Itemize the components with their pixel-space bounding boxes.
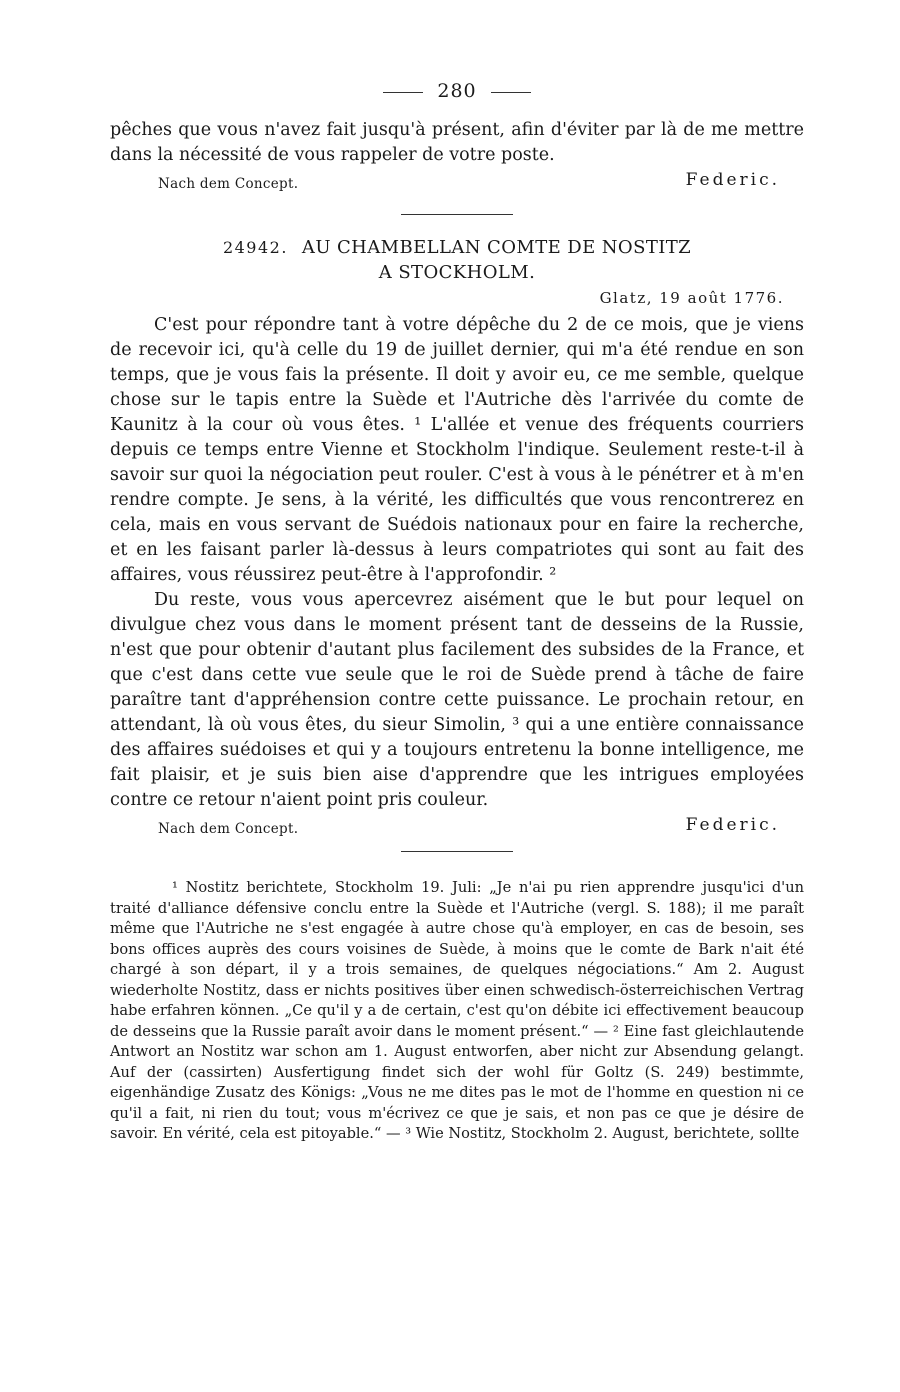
letter1-source-note: Nach dem Concept. <box>158 176 299 192</box>
section-divider <box>401 214 513 215</box>
letter2-heading-line1 <box>110 235 804 260</box>
letter1-signature: Federic. <box>685 170 780 190</box>
footnote-text: ¹ Nostitz berichtete, Stockholm 19. Juli: „Je n'ai pu rien apprendre jusqu'ici d'un traité d'alliance défensive conclu entre la Suède et l'Autriche (vergl. S. 188); il me paraît même que l'Autriche ne s'est engagée à autre chose qu'à employer, en cas de besoin, ses bons offices auprès des cours voisines de Suède, à moins que le comte de Bark n'ait été chargé à son départ, il y a trois semaines, de quelques négociations.“ Am 2. August wiederholte Nostitz, dass er nichts positives über einen schwedisch-österreichischen Vertrag habe erfahren können. „Ce qu'il y a de certain, c'est qu'on débite ici effectivement beaucoup de desseins que la Russie paraît avoir dans le moment présent.“ — ² Eine fast gleichlautende Antwort an Nostitz war schon am 1. August entworfen, aber nicht zur Absendung gelangt. Auf der (cassirten) Ausfertigung findet sich der wohl für Goltz (S. 249) bestimmte, eigenhändige Zusatz des Königs: „Vous ne me dites pas le mot de l'homme en question ni ce qu'il a fait, ni rien du tout; vous m'écrivez ce que je sais, et non pas ce que je désire de savoir. En vérité, cela est pitoyable.“ — ³ Wie Nostitz, Stockholm 2. August, berichtete, sollte <box>110 879 804 1142</box>
letter2-paragraph-1: C'est pour répondre tant à votre dépêche du 2 de ce mois, que je viens de recevoir ici, qu'à celle du 19 de juillet dernier, qui m'a été rendue en son temps, que je vous fais la présente. Il doit y avoir eu, ce me semble, quelque chose sur le tapis entre la Suède et l'Autriche dès l'arrivée du comte de Kaunitz à la cour où vous êtes. ¹ L'allée et venue des fréquents courriers depuis ce temps entre Vienne et Stockholm l'indique. Seulement reste-t-il à savoir sur quoi la négociation peut rouler. C'est à vous à le pénétrer et à m'en rendre compte. Je sens, à la vérité, les difficultés que vous rencontrerez en cela, mais en vous servant de Suédois nationaux pour en faire la recherche, et en les faisant parler là-dessus à leurs compatriotes qui sont au fait des affaires, vous réussirez peut-être à l'approfondir. ² <box>110 315 804 585</box>
footnote-divider <box>401 851 513 852</box>
continuation-paragraph: pêches que vous n'avez fait jusqu'à présent, afin d'éviter par là de me mettre dans la nécessité de vous rappeler de votre poste. <box>110 120 804 165</box>
letter2-closing <box>110 815 804 841</box>
footnotes <box>110 878 804 1145</box>
letter-number: 24942. <box>222 238 288 257</box>
letter2-signature: Federic. <box>685 815 780 835</box>
letter1-closing <box>110 170 804 196</box>
letter2-paragraph-2: Du reste, vous vous apercevrez aisément que le but pour lequel on divulgue chez vous dans le moment présent tant de desseins de la Russie, n'est que pour obtenir d'autant plus facilement des subsides de la France, et que c'est dans cette vue seule que le roi de Suède prend à tâche de faire paraître tant d'appréhension contre cette puissance. Le prochain retour, en attendant, là où vous êtes, du sieur Simolin, ³ qui a une entière connaissance des affaires suédoises et qui y a toujours entretenu la bonne intelligence, me fait plaisir, et je suis bien aise d'apprendre que les intrigues employées contre ce retour n'aient point pris couleur. <box>110 590 804 810</box>
page-header <box>110 80 804 102</box>
letter2-heading-line2: A STOCKHOLM. <box>378 262 536 283</box>
letter-title: AU CHAMBELLAN COMTE DE NOSTITZ <box>301 237 692 258</box>
letter2-place-date: Glatz, 19 août 1776. <box>599 289 784 307</box>
header-dash-right <box>491 92 531 93</box>
header-dash-left <box>383 92 423 93</box>
page-number: 280 <box>437 80 477 102</box>
document-page <box>110 80 804 1145</box>
letter2-heading <box>110 235 804 285</box>
letter2-source-note: Nach dem Concept. <box>158 821 299 837</box>
